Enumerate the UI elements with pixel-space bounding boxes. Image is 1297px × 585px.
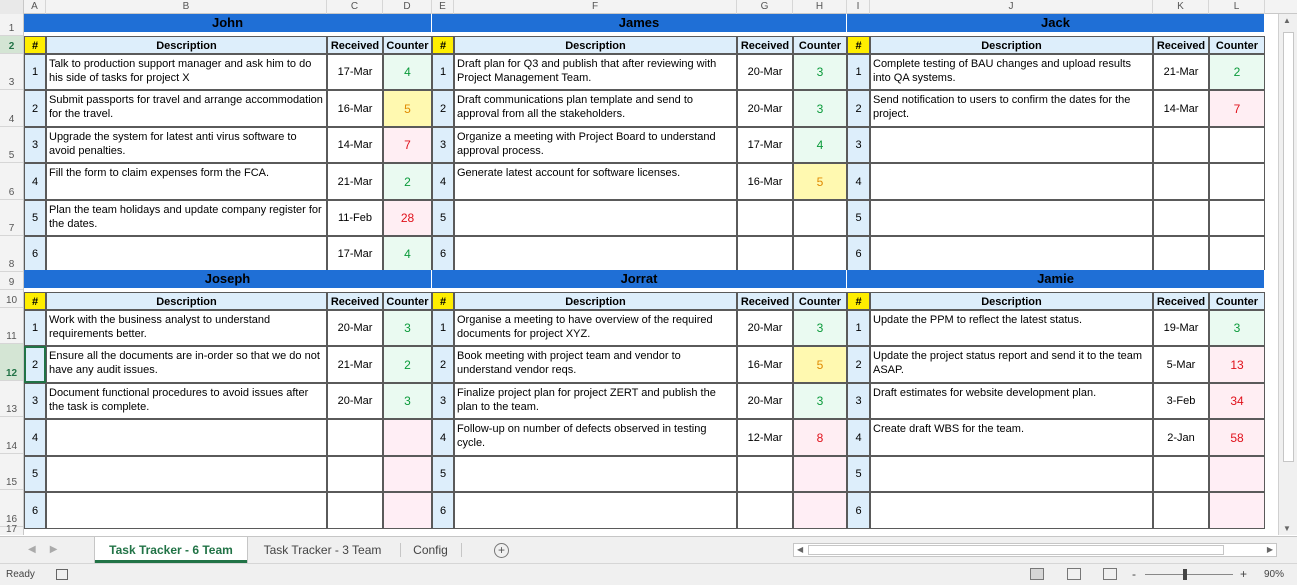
task-description-cell[interactable]: Send notification to users to confirm the dates for the project. [870,90,1153,127]
task-number-cell[interactable]: 1 [24,310,46,346]
column-header-e[interactable]: E [432,0,454,14]
task-number-cell[interactable]: 5 [24,200,46,236]
task-description-cell[interactable] [870,236,1153,272]
header-desc: Description [46,36,327,54]
header-counter: Counter [793,36,847,54]
tab-task-tracker-3-team[interactable]: Task Tracker - 3 Team [263,543,382,557]
header-counter: Counter [1209,36,1265,54]
task-number-cell[interactable]: 2 [24,346,46,383]
row-header-2[interactable]: 2 [0,36,23,54]
header-received: Received [327,36,383,54]
task-description-cell[interactable] [46,419,327,456]
task-description-cell[interactable]: Complete testing of BAU changes and upload results into QA systems. [870,54,1153,90]
section-title: Jorrat [432,270,847,288]
macro-record-icon[interactable] [56,569,68,580]
status-bar [0,563,1297,585]
row-header-14[interactable]: 14 [0,417,23,454]
column-header-g[interactable]: G [737,0,793,14]
column-header-i[interactable]: I [847,0,870,14]
zoom-level[interactable]: 90% [1264,569,1285,580]
received-date-cell[interactable]: 20-Mar [327,383,383,419]
row-header-16[interactable]: 16 [0,490,23,527]
horizontal-scrollbar[interactable] [793,543,1277,557]
task-number-cell[interactable]: 6 [847,492,870,529]
column-header-b[interactable]: B [46,0,327,14]
task-number-cell[interactable]: 3 [432,127,454,163]
header-desc: Description [46,292,327,310]
counter-cell[interactable] [793,456,847,492]
task-description-cell[interactable] [870,127,1153,163]
scroll-left-icon[interactable]: ◀ [797,545,804,554]
task-description-cell[interactable]: Talk to production support manager and ask him to do his side of tasks for project X [46,54,327,90]
received-date-cell[interactable]: 20-Mar [737,54,793,90]
vertical-scroll-thumb[interactable] [1283,32,1294,462]
received-date-cell[interactable]: 21-Mar [327,163,383,200]
counter-cell[interactable]: 58 [1209,419,1265,456]
task-number-cell[interactable]: 1 [432,310,454,346]
task-description-cell[interactable]: Upgrade the system for latest anti virus software to avoid penalties. [46,127,327,163]
scroll-down-icon[interactable]: ▼ [1283,524,1291,533]
received-date-cell[interactable]: 20-Mar [737,310,793,346]
task-description-cell[interactable] [46,456,327,492]
task-description-cell[interactable]: Generate latest account for software licenses. [454,163,737,200]
task-description-cell[interactable]: Update the project status report and send it to the team ASAP. [870,346,1153,383]
task-description-cell[interactable]: Document functional procedures to avoid issues after the task is complete. [46,383,327,419]
task-number-cell[interactable]: 3 [847,383,870,419]
task-description-cell[interactable] [870,456,1153,492]
counter-cell[interactable]: 4 [383,54,432,90]
row-header-6[interactable]: 6 [0,163,23,200]
received-date-cell[interactable]: 20-Mar [737,383,793,419]
received-date-cell[interactable]: 16-Mar [737,163,793,200]
counter-cell[interactable] [1209,492,1265,529]
received-date-cell[interactable]: 14-Mar [327,127,383,163]
task-description-cell[interactable] [870,492,1153,529]
counter-cell[interactable]: 2 [383,163,432,200]
tab-task-tracker-6-team[interactable]: Task Tracker - 6 Team [95,537,247,563]
counter-cell[interactable]: 4 [793,127,847,163]
zoom-slider[interactable] [1145,574,1233,575]
row-header-3[interactable]: 3 [0,54,23,90]
column-header-f[interactable]: F [454,0,737,14]
counter-cell[interactable] [793,236,847,272]
task-description-cell[interactable]: Draft plan for Q3 and publish that after reviewing with Project Management Team. [454,54,737,90]
horizontal-scroll-thumb[interactable] [808,545,1224,555]
counter-cell[interactable]: 3 [1209,310,1265,346]
counter-cell[interactable] [383,456,432,492]
task-description-cell[interactable]: Draft estimates for website development plan. [870,383,1153,419]
task-number-cell[interactable]: 6 [24,492,46,529]
task-description-cell[interactable]: Follow-up on number of defects observed in testing cycle. [454,419,737,456]
vertical-scrollbar[interactable] [1278,14,1297,535]
counter-cell[interactable]: 13 [1209,346,1265,383]
counter-cell[interactable]: 4 [383,236,432,272]
counter-cell[interactable] [1209,163,1265,200]
task-description-cell[interactable]: Book meeting with project team and vendor to understand vendor reqs. [454,346,737,383]
row-header-17[interactable]: 17 [0,527,23,537]
row-header-strip [0,14,24,535]
row-header-7[interactable]: 7 [0,200,23,236]
task-description-cell[interactable]: Organize a meeting with Project Board to understand approval process. [454,127,737,163]
counter-cell[interactable]: 3 [793,90,847,127]
task-number-cell[interactable]: 2 [847,346,870,383]
sheet-nav-arrows-icon[interactable]: ◀▶ [28,544,72,555]
header-received: Received [1153,292,1209,310]
received-date-cell[interactable]: 3-Feb [1153,383,1209,419]
task-description-cell[interactable]: Submit passports for travel and arrange accommodation for the travel. [46,90,327,127]
received-date-cell[interactable]: 17-Mar [327,236,383,272]
counter-cell[interactable]: 3 [793,310,847,346]
header-counter: Counter [1209,292,1265,310]
task-description-cell[interactable] [454,456,737,492]
received-date-cell[interactable]: 21-Mar [327,346,383,383]
task-description-cell[interactable]: Work with the business analyst to understand requirements better. [46,310,327,346]
column-header-c[interactable]: C [327,0,383,14]
received-date-cell[interactable] [737,200,793,236]
row-header-8[interactable]: 8 [0,236,23,272]
section-title: Joseph [24,270,432,288]
tab-separator [461,543,462,557]
counter-cell[interactable]: 5 [383,90,432,127]
received-date-cell[interactable] [737,492,793,529]
task-description-cell[interactable]: Organise a meeting to have overview of the required documents for project XYZ. [454,310,737,346]
task-number-cell[interactable]: 4 [24,419,46,456]
header-received: Received [1153,36,1209,54]
task-number-cell[interactable]: 6 [24,236,46,272]
task-number-cell[interactable]: 4 [432,419,454,456]
received-date-cell[interactable]: 11-Feb [327,200,383,236]
zoom-out-button[interactable]: - [1132,567,1136,581]
column-header-h[interactable]: H [793,0,847,14]
task-number-cell[interactable]: 6 [847,236,870,272]
header-num: # [24,36,46,54]
task-number-cell[interactable]: 4 [847,419,870,456]
task-description-cell[interactable]: Create draft WBS for the team. [870,419,1153,456]
received-date-cell[interactable]: 21-Mar [1153,54,1209,90]
task-number-cell[interactable]: 2 [432,346,454,383]
task-description-cell[interactable]: Update the PPM to reflect the latest status. [870,310,1153,346]
task-number-cell[interactable]: 2 [847,90,870,127]
row-header-9[interactable]: 9 [0,272,23,290]
received-date-cell[interactable]: 20-Mar [737,90,793,127]
counter-cell[interactable]: 8 [793,419,847,456]
column-header-k[interactable]: K [1153,0,1209,14]
page-break-view-icon[interactable] [1103,568,1117,580]
task-description-cell[interactable]: Finalize project plan for project ZERT and publish the plan to the team. [454,383,737,419]
header-received: Received [327,292,383,310]
counter-cell[interactable]: 3 [793,383,847,419]
column-header-j[interactable]: J [870,0,1153,14]
task-number-cell[interactable]: 1 [847,310,870,346]
tab-separator [400,543,401,557]
counter-cell[interactable]: 2 [383,346,432,383]
counter-cell[interactable]: 34 [1209,383,1265,419]
row-header-1[interactable]: 1 [0,14,23,36]
task-number-cell[interactable]: 2 [24,90,46,127]
task-number-cell[interactable]: 3 [847,127,870,163]
received-date-cell[interactable] [1153,456,1209,492]
normal-view-icon[interactable] [1030,568,1044,580]
received-date-cell[interactable] [1153,492,1209,529]
header-received: Received [737,292,793,310]
task-number-cell[interactable]: 4 [847,163,870,200]
received-date-cell[interactable] [327,456,383,492]
task-description-cell[interactable] [46,236,327,272]
header-counter: Counter [793,292,847,310]
task-number-cell[interactable]: 1 [24,54,46,90]
counter-cell[interactable]: 5 [793,163,847,200]
received-date-cell[interactable] [1153,200,1209,236]
counter-cell[interactable] [1209,127,1265,163]
received-date-cell[interactable]: 14-Mar [1153,90,1209,127]
task-number-cell[interactable]: 2 [432,90,454,127]
received-date-cell[interactable]: 17-Mar [327,54,383,90]
counter-cell[interactable]: 7 [1209,90,1265,127]
received-date-cell[interactable]: 19-Mar [1153,310,1209,346]
received-date-cell[interactable]: 16-Mar [737,346,793,383]
select-all-corner[interactable] [0,0,24,14]
section-title: James [432,14,847,32]
sheet-tab-bar [0,536,1297,563]
task-description-cell[interactable]: Fill the form to claim expenses form the FCA. [46,163,327,200]
task-number-cell[interactable]: 5 [432,456,454,492]
page-layout-view-icon[interactable] [1067,568,1081,580]
header-received: Received [737,36,793,54]
task-number-cell[interactable]: 5 [432,200,454,236]
task-number-cell[interactable]: 4 [24,163,46,200]
task-description-cell[interactable] [454,200,737,236]
task-number-cell[interactable]: 3 [24,127,46,163]
received-date-cell[interactable]: 20-Mar [327,310,383,346]
task-number-cell[interactable]: 4 [432,163,454,200]
task-number-cell[interactable]: 6 [432,492,454,529]
task-description-cell[interactable] [454,236,737,272]
row-header-11[interactable]: 11 [0,308,23,344]
received-date-cell[interactable] [737,236,793,272]
received-date-cell[interactable] [1153,236,1209,272]
row-header-5[interactable]: 5 [0,127,23,163]
counter-cell[interactable] [793,200,847,236]
counter-cell[interactable] [1209,456,1265,492]
counter-cell[interactable]: 3 [383,310,432,346]
header-num: # [847,36,870,54]
counter-cell[interactable] [1209,200,1265,236]
received-date-cell[interactable] [327,492,383,529]
task-number-cell[interactable]: 3 [24,383,46,419]
received-date-cell[interactable] [737,456,793,492]
received-date-cell[interactable] [1153,127,1209,163]
counter-cell[interactable] [383,419,432,456]
task-description-cell[interactable] [46,492,327,529]
header-num: # [432,36,454,54]
section-title: Jack [847,14,1265,32]
task-number-cell[interactable]: 5 [847,200,870,236]
counter-cell[interactable]: 3 [793,54,847,90]
counter-cell[interactable]: 7 [383,127,432,163]
scroll-up-icon[interactable]: ▲ [1283,16,1291,25]
zoom-slider-thumb[interactable] [1183,569,1187,580]
header-counter: Counter [383,36,432,54]
task-number-cell[interactable]: 1 [432,54,454,90]
zoom-in-button[interactable]: + [1240,567,1248,581]
received-date-cell[interactable]: 5-Mar [1153,346,1209,383]
task-number-cell[interactable]: 1 [847,54,870,90]
section-title: John [24,14,432,32]
task-number-cell[interactable]: 3 [432,383,454,419]
column-header-a[interactable]: A [24,0,46,14]
received-date-cell[interactable] [327,419,383,456]
column-header-l[interactable]: L [1209,0,1265,14]
received-date-cell[interactable]: 12-Mar [737,419,793,456]
row-header-13[interactable]: 13 [0,381,23,417]
add-sheet-icon[interactable]: + [494,543,509,558]
task-description-cell[interactable]: Draft communications plan template and send to approval from all the stakeholders. [454,90,737,127]
task-description-cell[interactable]: Plan the team holidays and update company register for the dates. [46,200,327,236]
counter-cell[interactable]: 2 [1209,54,1265,90]
header-desc: Description [870,292,1153,310]
counter-cell[interactable] [1209,236,1265,272]
received-date-cell[interactable]: 2-Jan [1153,419,1209,456]
header-num: # [847,292,870,310]
header-desc: Description [454,292,737,310]
counter-cell[interactable]: 5 [793,346,847,383]
header-desc: Description [870,36,1153,54]
counter-cell[interactable]: 28 [383,200,432,236]
spreadsheet-grid[interactable] [24,14,1265,535]
status-ready: Ready [6,569,35,580]
received-date-cell[interactable] [1153,163,1209,200]
task-description-cell[interactable] [454,492,737,529]
counter-cell[interactable] [383,492,432,529]
header-desc: Description [454,36,737,54]
task-number-cell[interactable]: 5 [847,456,870,492]
header-num: # [432,292,454,310]
column-header-strip [0,0,1297,14]
row-header-10[interactable]: 10 [0,290,23,308]
row-header-12[interactable]: 12 [0,344,23,381]
section-title: Jamie [847,270,1265,288]
row-header-15[interactable]: 15 [0,454,23,490]
task-number-cell[interactable]: 6 [432,236,454,272]
counter-cell[interactable] [793,492,847,529]
received-date-cell[interactable]: 17-Mar [737,127,793,163]
scroll-right-icon[interactable]: ▶ [1266,545,1273,554]
tab-config[interactable]: Config [413,543,448,557]
column-header-d[interactable]: D [383,0,432,14]
header-num: # [24,292,46,310]
task-number-cell[interactable]: 5 [24,456,46,492]
task-description-cell[interactable] [870,200,1153,236]
task-description-cell[interactable]: Ensure all the documents are in-order so that we do not have any audit issues. [46,346,327,383]
received-date-cell[interactable]: 16-Mar [327,90,383,127]
task-description-cell[interactable] [870,163,1153,200]
row-header-4[interactable]: 4 [0,90,23,127]
counter-cell[interactable]: 3 [383,383,432,419]
header-counter: Counter [383,292,432,310]
